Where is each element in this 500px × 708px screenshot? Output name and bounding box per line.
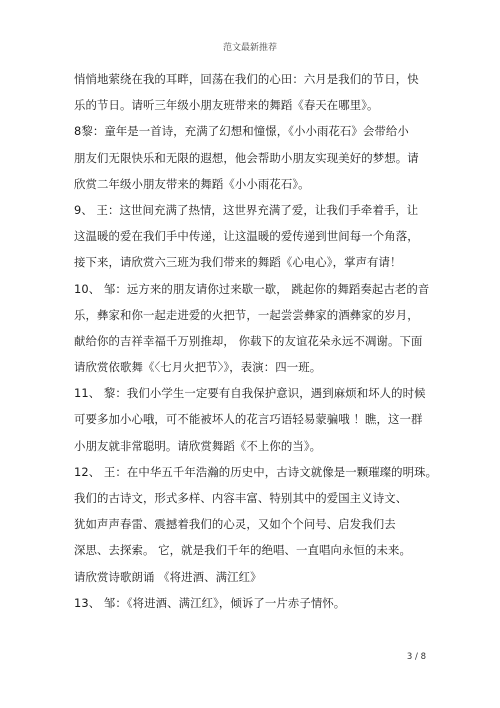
text-line: 欣赏二年级小朋友带来的舞蹈《小小雨花石》。 — [74, 176, 310, 191]
text-line: 10、 邹：远方来的朋友请你过来歇一歇， 跳起你的舞蹈奏起古老的音 — [74, 281, 430, 296]
text-line: 我们的古诗文，形式多样、内容丰富、特别其中的爱国主义诗文、 — [74, 491, 408, 505]
text-line: 献给你的吉祥幸福千万别推却， 你载下的友谊花朵永远不凋谢。下面 — [74, 333, 423, 348]
text-line: 8黎：童年是一首诗，充满了幻想和憧憬，《小小雨花石》会带给小 — [74, 124, 409, 139]
text-line: 9、 王：这世间充满了热情，这世界充满了爱，让我们手牵着手，让 — [74, 202, 419, 217]
text-line: 犹如声声春雷、震撼着我们的心灵，又如个个问号、启发我们去 — [74, 517, 396, 532]
text-line: 深思、去探索。 它，就是我们千年的绝唱、一直唱向永恒的未来。 — [74, 543, 411, 558]
text-line: 请欣赏依歌舞《〈七月火把节〉》，表演：四一班。 — [74, 360, 322, 375]
page-header: 范文最新推荐 — [222, 43, 277, 53]
text-line: 乐的节日。请听三年级小朋友班带来的舞蹈《春天在哪里》。 — [74, 98, 379, 113]
text-line: 接下来，请欣赏六三班为我们带来的舞蹈《心电心》，掌声有请！ — [74, 255, 402, 270]
text-line: 13、 邹：《将进酒、满江红》，倾诉了一片赤子情怀。 — [74, 595, 346, 610]
text-line: 11、 黎：我们小学生一定要有自我保护意识，遇到麻烦和坏人的时候 — [74, 386, 426, 401]
text-line: 朋友们无限快乐和无限的遐想，他会帮助小朋友实现美好的梦想。请 — [74, 150, 419, 165]
document-body — [74, 66, 438, 616]
text-line: 12、 王：在中华五千年浩瀚的历史中，古诗文就像是一颗璀璨的明珠。 — [74, 464, 438, 479]
text-line: 这温暖的爱在我们手中传递，让这温暖的爱传递到世间每一个角落， — [74, 229, 419, 244]
text-line: 乐，彝家和你一起走进爱的火把节，一起尝尝彝家的酒彝家的岁月， — [74, 307, 419, 322]
text-line: 小朋友就非常聪明。请欣赏舞蹈《不上你的当》。 — [74, 438, 322, 453]
text-line: 可要多加小心哦，可不能被坏人的花言巧语轻易蒙骗哦 ！瞧，这一群 — [74, 412, 423, 427]
page-number: 3 / 8 — [406, 652, 426, 662]
text-line: 请欣赏诗歌朗诵 《将进酒、满江红》 — [74, 569, 262, 584]
text-line: 悄悄地萦绕在我的耳畔，回荡在我们的心田：六月是我们的节日，快 — [74, 72, 419, 86]
